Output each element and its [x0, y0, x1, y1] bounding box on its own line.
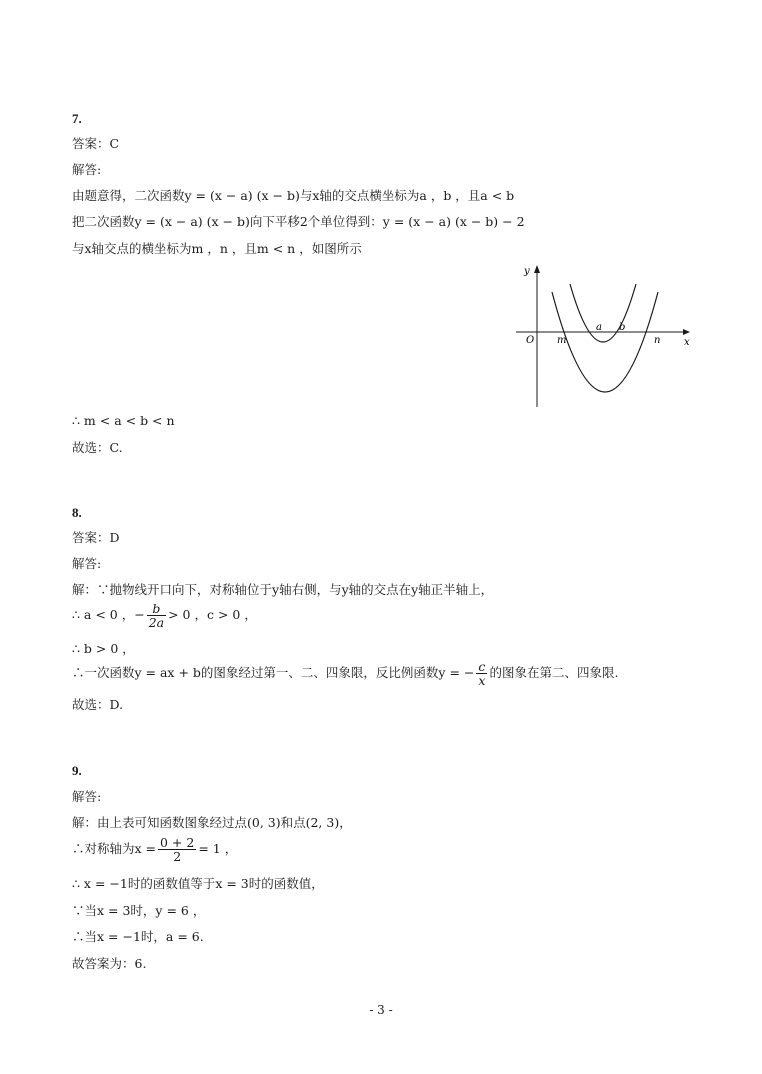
fraction-numerator: c — [476, 660, 487, 674]
upper-parabola — [570, 284, 636, 342]
fraction-sum-over-2 — [158, 836, 196, 863]
point-m-label: m — [557, 335, 567, 346]
question-9-line-2-pre: ∴对称轴为x = — [72, 841, 156, 856]
question-9-line-2-post: = 1 ， — [198, 841, 238, 856]
question-7-conclusion: ∴ m < a < b < n — [72, 413, 175, 428]
x-axis-label: x — [684, 337, 690, 348]
question-7-line-3: 与x轴交点的横坐标为m ，n ，且m < n ，如图所示 — [72, 241, 362, 256]
question-8-solution-label: 解答: — [72, 556, 102, 571]
question-9-number: 9. — [72, 763, 82, 778]
question-8-line-4-post: 的图象在第二、四象限. — [489, 665, 619, 680]
question-7-solution-label: 解答: — [72, 162, 102, 177]
fraction-denominator: 2a — [148, 615, 165, 630]
point-a-label: a — [596, 322, 602, 333]
fraction-numerator: b — [147, 602, 166, 616]
question-9-line-1: 解：由上表可知函数图象经过点(0, 3)和点(2, 3)， — [72, 815, 352, 830]
fraction-denominator: 2 — [173, 849, 182, 864]
question-7-answer: 答案：C — [72, 136, 120, 151]
question-9-solution-label: 解答: — [72, 789, 102, 804]
point-n-label: n — [654, 335, 661, 346]
parabola-graph — [512, 262, 694, 410]
question-7-choice: 故选：C. — [72, 440, 123, 455]
question-7-number: 7. — [72, 111, 82, 126]
question-8-line-2 — [72, 602, 257, 629]
fraction-c-over-x — [476, 660, 487, 687]
origin-label: O — [526, 335, 535, 346]
question-8-line-4 — [72, 660, 618, 687]
question-8-line-3: ∴ b > 0 ， — [72, 641, 135, 656]
fraction-numerator: 0 + 2 — [160, 835, 195, 850]
question-9-answer: 故答案为：6. — [72, 956, 147, 971]
question-8-line-2-pre: ∴ a < 0 ，− — [72, 607, 145, 622]
point-b-label: b — [619, 322, 626, 333]
fraction-denominator: x — [478, 673, 486, 688]
question-9-line-2 — [72, 836, 237, 863]
question-8-choice: 故选：D. — [72, 697, 124, 712]
question-8-line-2-post: > 0 ，c > 0 ， — [168, 607, 257, 622]
question-7-line-2: 把二次函数y = (x − a) (x − b)向下平移2个单位得到：y = (x − a) (x − b) − 2 — [72, 214, 525, 229]
y-axis-label: y — [524, 266, 530, 277]
y-axis-arrow-icon — [534, 265, 540, 273]
question-7-line-1: 由题意得，二次函数y = (x − a) (x − b)与x轴的交点横坐标为a ，b ，且a < b — [72, 188, 515, 203]
question-8-line-4-pre: ∴一次函数y = ax + b的图象经过第一、二、四象限，反比例函数y = − — [72, 665, 475, 680]
x-axis-arrow-icon — [683, 329, 690, 335]
question-9-line-3: ∴ x = −1时的函数值等于x = 3时的函数值， — [72, 876, 324, 891]
question-8-line-1: 解：∵抛物线开口向下，对称轴位于y轴右侧，与y轴的交点在y轴正半轴上， — [72, 582, 494, 597]
question-8-answer: 答案：D — [72, 530, 120, 545]
question-9-line-5: ∴当x = −1时，a = 6. — [72, 929, 204, 944]
page-number: - 3 - — [369, 1003, 393, 1017]
question-8-number: 8. — [72, 505, 82, 520]
fraction-b-over-2a — [147, 602, 166, 629]
question-9-line-4: ∵当x = 3时，y = 6 ， — [72, 903, 206, 918]
